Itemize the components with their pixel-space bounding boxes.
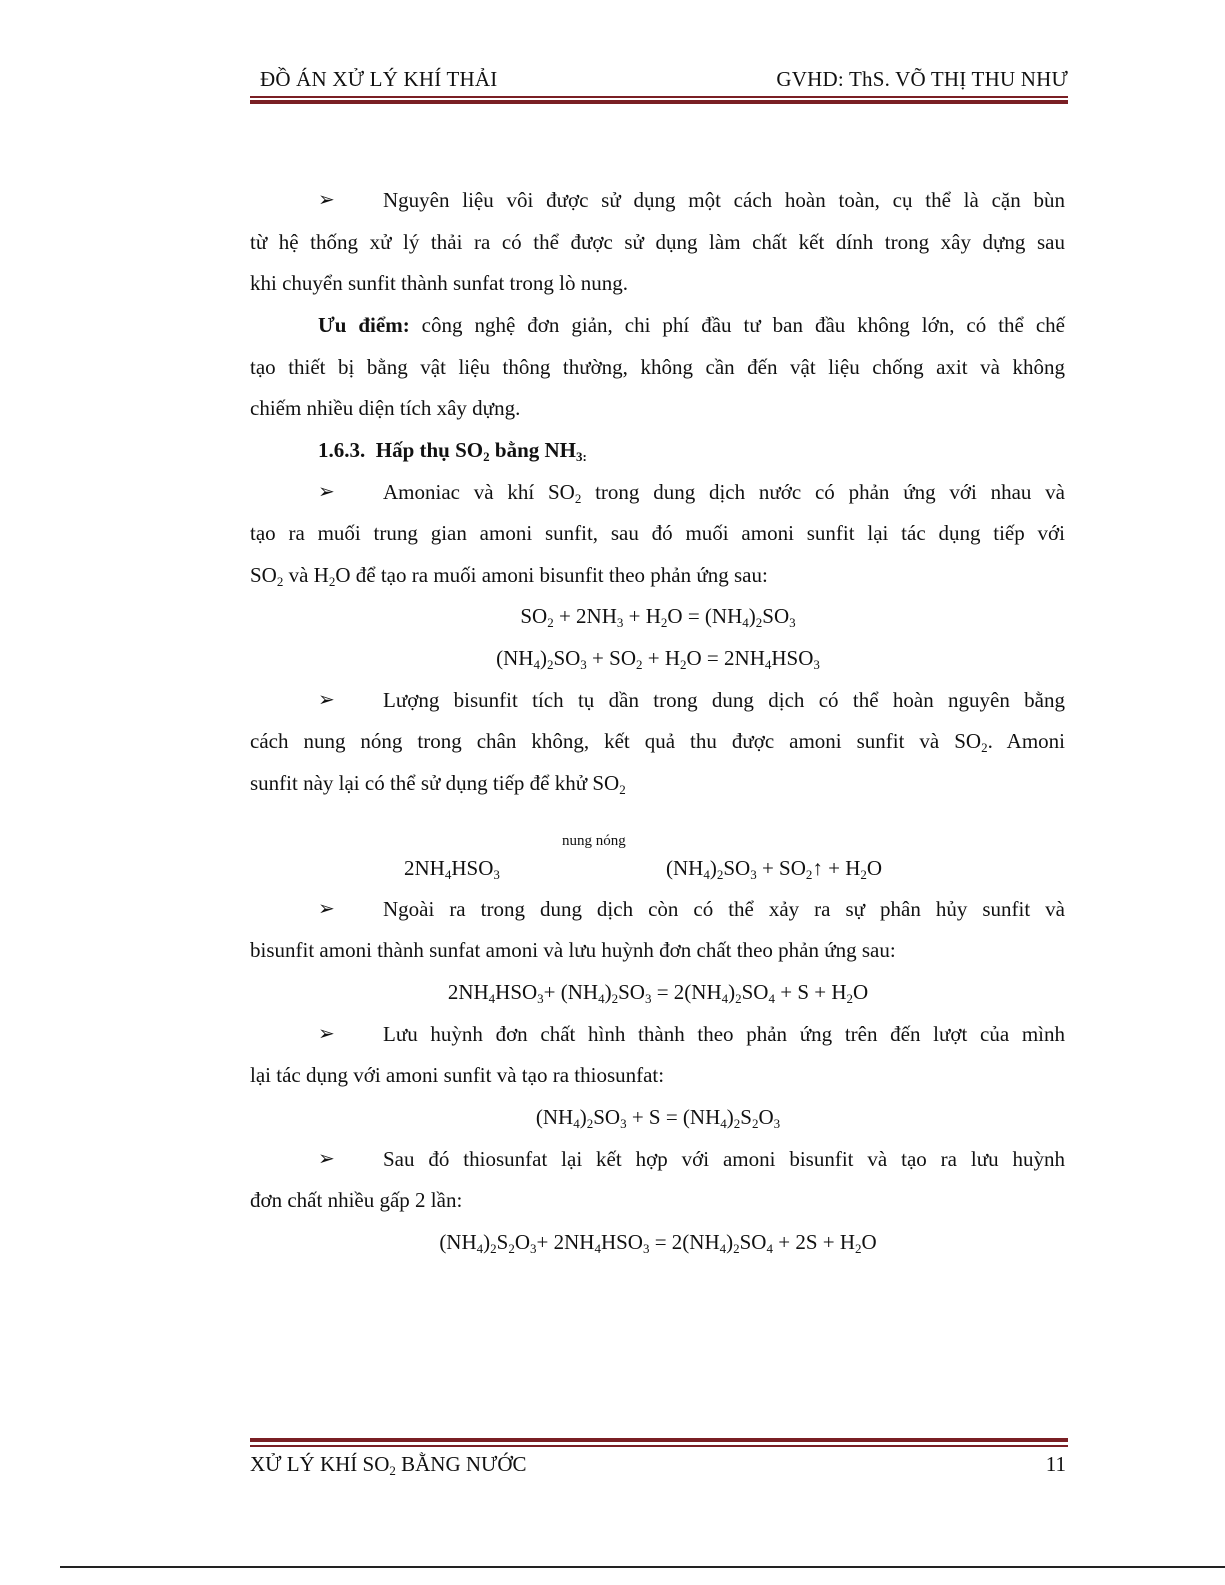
p4-line-1: Lượng bisunfit tích tụ dần trong dung dịch có thể hoàn nguyên bằng	[383, 688, 1065, 712]
page-number: 11	[1045, 1452, 1066, 1476]
header-title: ĐỒ ÁN XỬ LÝ KHÍ THẢI	[260, 67, 498, 91]
p7-line-1: Sau đó thiosunfat lại kết hợp với amoni bisunfit và tạo ra lưu huỳnh	[383, 1147, 1065, 1171]
section-heading: 1.6.3. Hấp thụ $SO_2$ bằng $NH_{3:}$	[318, 438, 587, 464]
equation-6: $(NH_4)_2S_2O_3+ 2NH_4HSO_3 = 2(NH_4)_2SO_4 + 2S + H_2O$	[439, 1230, 877, 1256]
page-footer	[250, 1449, 1066, 1479]
bullet-arrow-icon: ➢	[318, 689, 335, 711]
bullet-arrow-icon: ➢	[318, 1148, 335, 1170]
equation-1: $SO_2 + 2NH_3 + H_2O = (NH_4)_2SO_3$	[520, 604, 796, 630]
advantages-line-3: chiếm nhiều diện tích xây dựng.	[250, 396, 521, 420]
footer-rule-thick	[250, 1438, 1068, 1442]
p3-line-3: $SO_2$ và $H_2O$ để tạo ra muối amoni bisunfit theo phản ứng sau:	[250, 563, 768, 589]
p6-line-1: Lưu huỳnh đơn chất hình thành theo phản ứng trên đến lượt của mình	[383, 1022, 1065, 1046]
p5-line-1: Ngoài ra trong dung dịch còn có thể xảy ra sự phân hủy sunfit và	[383, 897, 1065, 921]
reaction-condition: nung nóng	[562, 833, 626, 849]
equation-4: $2NH_4HSO_3+ (NH_4)_2SO_3 = 2(NH_4)_2SO_4 + S + H_2O$	[447, 980, 869, 1006]
advantages-line-2: tạo thiết bị bằng vật liệu thông thường, không cần đến vật liệu chống axit và không	[250, 355, 1065, 379]
header-rule-thick	[250, 100, 1068, 104]
p4-line-3: sunfit này lại có thể sử dụng tiếp để khử $SO_2$	[250, 771, 626, 797]
equation-3-products: $(NH_4)_2SO_3$ + $SO_2↑ + H_2O$	[666, 856, 883, 882]
bullet-arrow-icon: ➢	[318, 481, 335, 503]
equation-3-reactant: $2NH_4HSO_3$	[404, 856, 500, 882]
bullet-arrow-icon: ➢	[318, 898, 335, 920]
p6-line-2: lại tác dụng với amoni sunfit và tạo ra thiosunfat:	[250, 1063, 665, 1087]
page-header	[260, 64, 1068, 94]
p1-line-1: Nguyên liệu vôi được sử dụng một cách hoàn toàn, cụ thể là cặn bùn	[383, 188, 1065, 212]
p4-line-2: cách nung nóng trong chân không, kết quả thu được amoni sunfit và $SO_2$. Amoni	[250, 729, 1065, 755]
header-supervisor: GVHD: ThS. VÕ THỊ THU NHƯ	[776, 67, 1068, 91]
equation-5: $(NH_4)_2SO_3 + S = (NH_4)_2S_2O_3$	[535, 1105, 781, 1131]
p1-line-3: khi chuyển sunfit thành sunfat trong lò nung.	[250, 271, 628, 295]
p5-line-2: bisunfit amoni thành sunfat amoni và lưu huỳnh đơn chất theo phản ứng sau:	[250, 938, 896, 962]
p3-line-2: tạo ra muối trung gian amoni sunfit, sau đó muối amoni sunfit lại tác dụng tiếp với	[250, 521, 1065, 545]
page-bottom-edge	[60, 1566, 1225, 1568]
footer-title: XỬ LÝ KHÍ $SO_2$ BẰNG NƯỚC	[250, 1452, 527, 1478]
p3-line-1: Amoniac và khí $SO_2$ trong dung dịch nước có phản ứng với nhau và	[383, 480, 1065, 506]
bullet-arrow-icon: ➢	[318, 1023, 335, 1045]
section-number: 1.6.3.	[318, 438, 366, 462]
p1-line-2: từ hệ thống xử lý thải ra có thể được sử dụng làm chất kết dính trong xây dựng sau	[250, 230, 1065, 254]
equation-2: $(NH_4)_2SO_3 + SO_2 + H_2O = 2NH_4HSO_3$	[496, 646, 820, 672]
advantages-label: Ưu điểm:	[318, 313, 410, 337]
p7-line-2: đơn chất nhiều gấp 2 lần:	[250, 1188, 463, 1212]
advantages-line-1: Ưu điểm: công nghệ đơn giản, chi phí đầu tư ban đầu không lớn, có thể chế	[318, 313, 1065, 337]
footer-rule-thin	[250, 1445, 1068, 1447]
bullet-arrow-icon: ➢	[318, 189, 335, 211]
header-rule-thin	[250, 96, 1068, 98]
